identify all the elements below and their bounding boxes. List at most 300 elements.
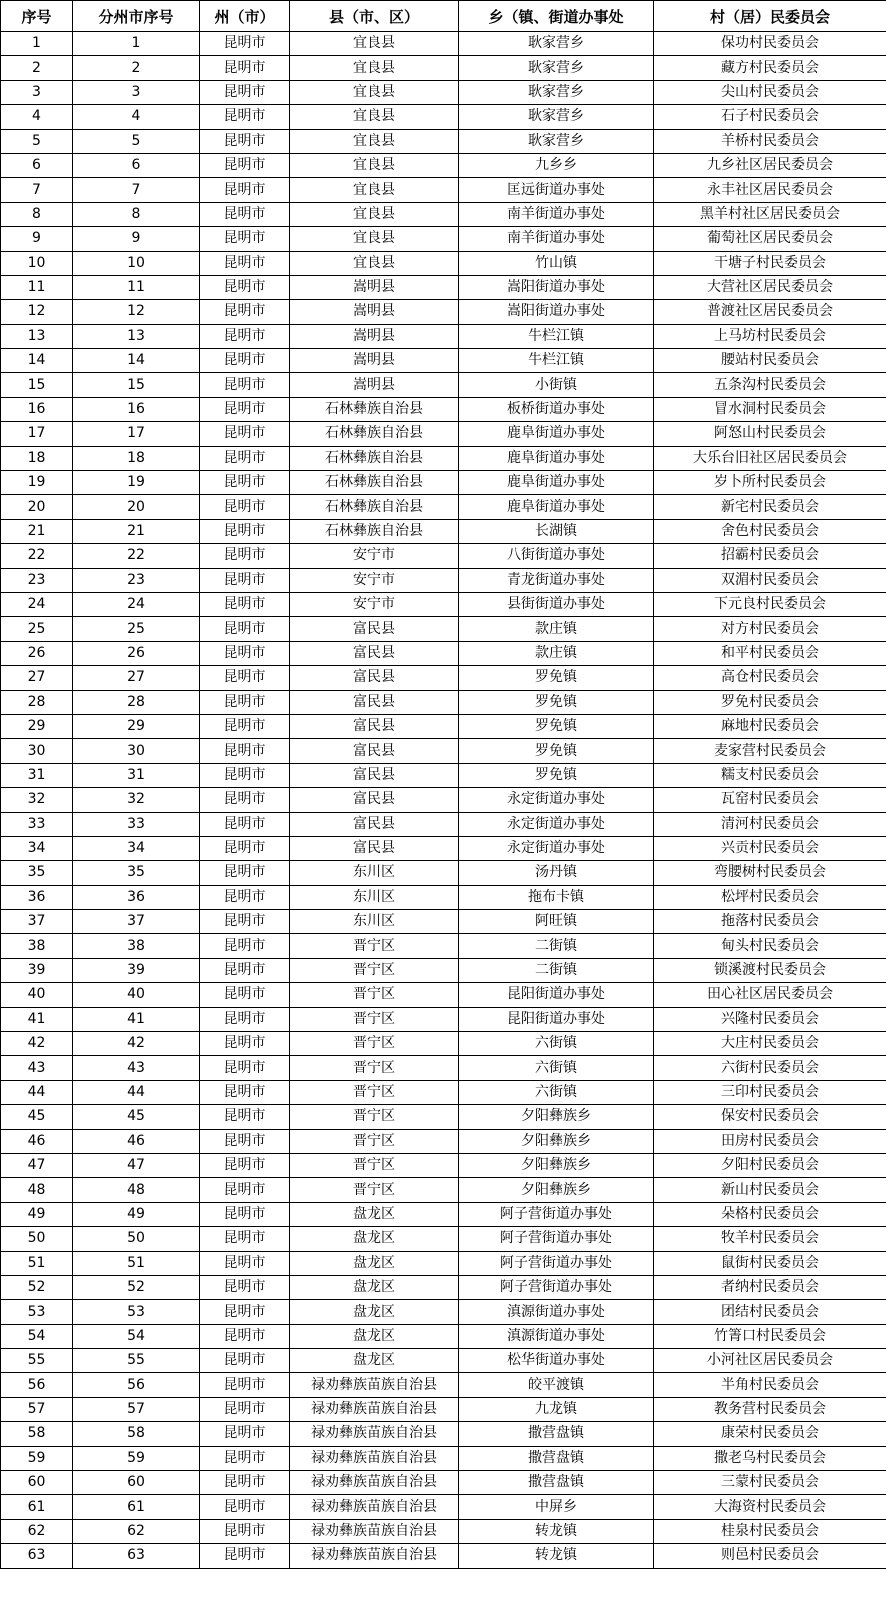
cell-index: 59 bbox=[1, 1446, 73, 1470]
cell-sub-index: 8 bbox=[73, 202, 200, 226]
cell-township: 夕阳彝族乡 bbox=[459, 1153, 654, 1177]
cell-prefecture: 昆明市 bbox=[200, 153, 290, 177]
table-row bbox=[1, 666, 886, 690]
cell-township: 撒营盘镇 bbox=[459, 1422, 654, 1446]
cell-county: 晋宁区 bbox=[290, 1105, 459, 1129]
cell-township: 鹿阜街道办事处 bbox=[459, 422, 654, 446]
cell-township: 永定街道办事处 bbox=[459, 812, 654, 836]
cell-sub-index: 53 bbox=[73, 1300, 200, 1324]
table-row bbox=[1, 1373, 886, 1397]
header-county: 县（市、区） bbox=[290, 1, 459, 32]
cell-township: 滇源街道办事处 bbox=[459, 1300, 654, 1324]
table-row bbox=[1, 934, 886, 958]
cell-county: 富民县 bbox=[290, 763, 459, 787]
cell-prefecture: 昆明市 bbox=[200, 1446, 290, 1470]
cell-index: 39 bbox=[1, 958, 73, 982]
cell-committee: 瓦窑村民委员会 bbox=[654, 788, 886, 812]
cell-sub-index: 55 bbox=[73, 1349, 200, 1373]
cell-committee: 牧羊村民委员会 bbox=[654, 1227, 886, 1251]
cell-index: 2 bbox=[1, 56, 73, 80]
cell-township: 罗免镇 bbox=[459, 763, 654, 787]
cell-county: 富民县 bbox=[290, 641, 459, 665]
cell-county: 晋宁区 bbox=[290, 1153, 459, 1177]
cell-county: 宜良县 bbox=[290, 105, 459, 129]
cell-county: 宜良县 bbox=[290, 129, 459, 153]
cell-county: 富民县 bbox=[290, 739, 459, 763]
cell-sub-index: 44 bbox=[73, 1080, 200, 1104]
cell-township: 转龙镇 bbox=[459, 1519, 654, 1543]
cell-county: 晋宁区 bbox=[290, 1080, 459, 1104]
cell-county: 宜良县 bbox=[290, 251, 459, 275]
cell-committee: 大乐台旧社区居民委员会 bbox=[654, 446, 886, 470]
cell-county: 嵩明县 bbox=[290, 373, 459, 397]
cell-sub-index: 15 bbox=[73, 373, 200, 397]
cell-sub-index: 60 bbox=[73, 1471, 200, 1495]
table-row bbox=[1, 178, 886, 202]
table-row bbox=[1, 1446, 886, 1470]
table-row bbox=[1, 1007, 886, 1031]
table-row bbox=[1, 983, 886, 1007]
cell-index: 21 bbox=[1, 519, 73, 543]
cell-township: 青龙街道办事处 bbox=[459, 568, 654, 592]
cell-township: 皎平渡镇 bbox=[459, 1373, 654, 1397]
table-row bbox=[1, 129, 886, 153]
header-sub-index: 分州市序号 bbox=[73, 1, 200, 32]
table-row bbox=[1, 56, 886, 80]
cell-sub-index: 20 bbox=[73, 495, 200, 519]
cell-township: 款庄镇 bbox=[459, 617, 654, 641]
cell-prefecture: 昆明市 bbox=[200, 1300, 290, 1324]
cell-prefecture: 昆明市 bbox=[200, 641, 290, 665]
table-row bbox=[1, 836, 886, 860]
cell-prefecture: 昆明市 bbox=[200, 373, 290, 397]
cell-county: 晋宁区 bbox=[290, 1007, 459, 1031]
table-row bbox=[1, 1349, 886, 1373]
cell-township: 南羊街道办事处 bbox=[459, 227, 654, 251]
cell-county: 宜良县 bbox=[290, 153, 459, 177]
cell-township: 耿家营乡 bbox=[459, 56, 654, 80]
cell-township: 县街街道办事处 bbox=[459, 592, 654, 616]
cell-committee: 葡萄社区居民委员会 bbox=[654, 227, 886, 251]
cell-index: 46 bbox=[1, 1129, 73, 1153]
cell-sub-index: 57 bbox=[73, 1397, 200, 1421]
cell-sub-index: 47 bbox=[73, 1153, 200, 1177]
cell-township: 耿家营乡 bbox=[459, 32, 654, 56]
cell-prefecture: 昆明市 bbox=[200, 349, 290, 373]
table-row bbox=[1, 1202, 886, 1226]
table-row bbox=[1, 910, 886, 934]
cell-county: 石林彝族自治县 bbox=[290, 422, 459, 446]
cell-index: 57 bbox=[1, 1397, 73, 1421]
cell-index: 41 bbox=[1, 1007, 73, 1031]
table-row bbox=[1, 690, 886, 714]
cell-county: 禄劝彝族苗族自治县 bbox=[290, 1397, 459, 1421]
cell-sub-index: 41 bbox=[73, 1007, 200, 1031]
cell-committee: 高仓村民委员会 bbox=[654, 666, 886, 690]
cell-committee: 双湄村民委员会 bbox=[654, 568, 886, 592]
cell-committee: 上马坊村民委员会 bbox=[654, 324, 886, 348]
cell-sub-index: 56 bbox=[73, 1373, 200, 1397]
cell-sub-index: 50 bbox=[73, 1227, 200, 1251]
cell-county: 石林彝族自治县 bbox=[290, 397, 459, 421]
cell-committee: 招霸村民委员会 bbox=[654, 544, 886, 568]
cell-sub-index: 26 bbox=[73, 641, 200, 665]
cell-county: 富民县 bbox=[290, 666, 459, 690]
cell-index: 35 bbox=[1, 861, 73, 885]
cell-index: 12 bbox=[1, 300, 73, 324]
cell-index: 10 bbox=[1, 251, 73, 275]
cell-prefecture: 昆明市 bbox=[200, 1349, 290, 1373]
cell-sub-index: 37 bbox=[73, 910, 200, 934]
cell-committee: 干塘子村民委员会 bbox=[654, 251, 886, 275]
cell-committee: 松坪村民委员会 bbox=[654, 885, 886, 909]
cell-committee: 半角村民委员会 bbox=[654, 1373, 886, 1397]
table-row bbox=[1, 1129, 886, 1153]
cell-index: 49 bbox=[1, 1202, 73, 1226]
cell-index: 11 bbox=[1, 275, 73, 299]
cell-prefecture: 昆明市 bbox=[200, 1032, 290, 1056]
cell-committee: 冒水洞村民委员会 bbox=[654, 397, 886, 421]
table-row bbox=[1, 1495, 886, 1519]
cell-prefecture: 昆明市 bbox=[200, 178, 290, 202]
cell-sub-index: 45 bbox=[73, 1105, 200, 1129]
cell-prefecture: 昆明市 bbox=[200, 397, 290, 421]
cell-sub-index: 10 bbox=[73, 251, 200, 275]
cell-county: 石林彝族自治县 bbox=[290, 471, 459, 495]
cell-committee: 兴隆村民委员会 bbox=[654, 1007, 886, 1031]
cell-sub-index: 19 bbox=[73, 471, 200, 495]
cell-sub-index: 14 bbox=[73, 349, 200, 373]
cell-sub-index: 16 bbox=[73, 397, 200, 421]
cell-township: 永定街道办事处 bbox=[459, 788, 654, 812]
cell-index: 63 bbox=[1, 1544, 73, 1568]
cell-township: 夕阳彝族乡 bbox=[459, 1178, 654, 1202]
cell-township: 九乡乡 bbox=[459, 153, 654, 177]
table-row bbox=[1, 446, 886, 470]
cell-county: 富民县 bbox=[290, 617, 459, 641]
cell-county: 禄劝彝族苗族自治县 bbox=[290, 1446, 459, 1470]
cell-committee: 舍色村民委员会 bbox=[654, 519, 886, 543]
cell-index: 60 bbox=[1, 1471, 73, 1495]
cell-sub-index: 23 bbox=[73, 568, 200, 592]
cell-index: 5 bbox=[1, 129, 73, 153]
cell-committee: 保安村民委员会 bbox=[654, 1105, 886, 1129]
cell-township: 八街街道办事处 bbox=[459, 544, 654, 568]
cell-prefecture: 昆明市 bbox=[200, 1519, 290, 1543]
cell-index: 30 bbox=[1, 739, 73, 763]
cell-prefecture: 昆明市 bbox=[200, 251, 290, 275]
cell-index: 8 bbox=[1, 202, 73, 226]
cell-committee: 团结村民委员会 bbox=[654, 1300, 886, 1324]
cell-county: 晋宁区 bbox=[290, 1129, 459, 1153]
cell-sub-index: 32 bbox=[73, 788, 200, 812]
cell-committee: 新山村民委员会 bbox=[654, 1178, 886, 1202]
cell-prefecture: 昆明市 bbox=[200, 714, 290, 738]
cell-sub-index: 61 bbox=[73, 1495, 200, 1519]
cell-prefecture: 昆明市 bbox=[200, 1105, 290, 1129]
cell-index: 14 bbox=[1, 349, 73, 373]
cell-index: 25 bbox=[1, 617, 73, 641]
cell-committee: 普渡社区居民委员会 bbox=[654, 300, 886, 324]
cell-county: 富民县 bbox=[290, 812, 459, 836]
cell-index: 15 bbox=[1, 373, 73, 397]
cell-index: 61 bbox=[1, 1495, 73, 1519]
cell-prefecture: 昆明市 bbox=[200, 861, 290, 885]
table-row bbox=[1, 495, 886, 519]
cell-index: 13 bbox=[1, 324, 73, 348]
cell-committee: 对方村民委员会 bbox=[654, 617, 886, 641]
cell-township: 阿子营街道办事处 bbox=[459, 1251, 654, 1275]
cell-sub-index: 42 bbox=[73, 1032, 200, 1056]
cell-prefecture: 昆明市 bbox=[200, 568, 290, 592]
cell-committee: 鼠街村民委员会 bbox=[654, 1251, 886, 1275]
cell-sub-index: 12 bbox=[73, 300, 200, 324]
table-row bbox=[1, 1227, 886, 1251]
cell-township: 嵩阳街道办事处 bbox=[459, 275, 654, 299]
cell-index: 27 bbox=[1, 666, 73, 690]
cell-township: 阿旺镇 bbox=[459, 910, 654, 934]
table-row bbox=[1, 324, 886, 348]
cell-county: 盘龙区 bbox=[290, 1324, 459, 1348]
cell-prefecture: 昆明市 bbox=[200, 1275, 290, 1299]
cell-county: 晋宁区 bbox=[290, 934, 459, 958]
cell-county: 盘龙区 bbox=[290, 1349, 459, 1373]
cell-township: 滇源街道办事处 bbox=[459, 1324, 654, 1348]
cell-prefecture: 昆明市 bbox=[200, 1495, 290, 1519]
cell-committee: 田心社区居民委员会 bbox=[654, 983, 886, 1007]
cell-committee: 大营社区居民委员会 bbox=[654, 275, 886, 299]
cell-sub-index: 33 bbox=[73, 812, 200, 836]
cell-township: 转龙镇 bbox=[459, 1544, 654, 1568]
cell-sub-index: 59 bbox=[73, 1446, 200, 1470]
cell-sub-index: 7 bbox=[73, 178, 200, 202]
cell-sub-index: 24 bbox=[73, 592, 200, 616]
cell-sub-index: 52 bbox=[73, 1275, 200, 1299]
cell-prefecture: 昆明市 bbox=[200, 80, 290, 104]
cell-township: 永定街道办事处 bbox=[459, 836, 654, 860]
cell-committee: 永丰社区居民委员会 bbox=[654, 178, 886, 202]
cell-sub-index: 18 bbox=[73, 446, 200, 470]
table-row bbox=[1, 568, 886, 592]
cell-township: 二街镇 bbox=[459, 934, 654, 958]
cell-township: 夕阳彝族乡 bbox=[459, 1129, 654, 1153]
cell-index: 28 bbox=[1, 690, 73, 714]
table-row bbox=[1, 788, 886, 812]
cell-index: 26 bbox=[1, 641, 73, 665]
table-row bbox=[1, 1080, 886, 1104]
cell-committee: 下元良村民委员会 bbox=[654, 592, 886, 616]
cell-prefecture: 昆明市 bbox=[200, 1007, 290, 1031]
cell-index: 24 bbox=[1, 592, 73, 616]
cell-committee: 石子村民委员会 bbox=[654, 105, 886, 129]
cell-committee: 保功村民委员会 bbox=[654, 32, 886, 56]
table-row bbox=[1, 373, 886, 397]
cell-committee: 大庄村民委员会 bbox=[654, 1032, 886, 1056]
cell-prefecture: 昆明市 bbox=[200, 129, 290, 153]
cell-index: 48 bbox=[1, 1178, 73, 1202]
cell-prefecture: 昆明市 bbox=[200, 1153, 290, 1177]
cell-county: 富民县 bbox=[290, 690, 459, 714]
cell-index: 56 bbox=[1, 1373, 73, 1397]
cell-index: 37 bbox=[1, 910, 73, 934]
cell-township: 夕阳彝族乡 bbox=[459, 1105, 654, 1129]
cell-county: 安宁市 bbox=[290, 544, 459, 568]
cell-committee: 藏方村民委员会 bbox=[654, 56, 886, 80]
cell-index: 50 bbox=[1, 1227, 73, 1251]
cell-index: 29 bbox=[1, 714, 73, 738]
cell-township: 拖布卡镇 bbox=[459, 885, 654, 909]
cell-county: 盘龙区 bbox=[290, 1275, 459, 1299]
cell-prefecture: 昆明市 bbox=[200, 666, 290, 690]
header-committee: 村（居）民委员会 bbox=[654, 1, 886, 32]
cell-county: 晋宁区 bbox=[290, 1032, 459, 1056]
table-row bbox=[1, 885, 886, 909]
cell-committee: 撒老乌村民委员会 bbox=[654, 1446, 886, 1470]
cell-county: 富民县 bbox=[290, 788, 459, 812]
cell-committee: 九乡社区居民委员会 bbox=[654, 153, 886, 177]
cell-committee: 则邑村民委员会 bbox=[654, 1544, 886, 1568]
table-row bbox=[1, 592, 886, 616]
cell-township: 南羊街道办事处 bbox=[459, 202, 654, 226]
cell-prefecture: 昆明市 bbox=[200, 1080, 290, 1104]
cell-committee: 五条沟村民委员会 bbox=[654, 373, 886, 397]
cell-prefecture: 昆明市 bbox=[200, 592, 290, 616]
table-row bbox=[1, 349, 886, 373]
cell-township: 耿家营乡 bbox=[459, 80, 654, 104]
cell-township: 小街镇 bbox=[459, 373, 654, 397]
table-row bbox=[1, 1056, 886, 1080]
cell-prefecture: 昆明市 bbox=[200, 812, 290, 836]
cell-index: 47 bbox=[1, 1153, 73, 1177]
cell-committee: 朵格村民委员会 bbox=[654, 1202, 886, 1226]
cell-sub-index: 6 bbox=[73, 153, 200, 177]
cell-prefecture: 昆明市 bbox=[200, 300, 290, 324]
cell-sub-index: 28 bbox=[73, 690, 200, 714]
cell-township: 鹿阜街道办事处 bbox=[459, 495, 654, 519]
cell-prefecture: 昆明市 bbox=[200, 934, 290, 958]
cell-township: 撒营盘镇 bbox=[459, 1471, 654, 1495]
cell-index: 7 bbox=[1, 178, 73, 202]
cell-committee: 尖山村民委员会 bbox=[654, 80, 886, 104]
cell-county: 盘龙区 bbox=[290, 1251, 459, 1275]
cell-committee: 和平村民委员会 bbox=[654, 641, 886, 665]
cell-township: 六街镇 bbox=[459, 1056, 654, 1080]
cell-committee: 三印村民委员会 bbox=[654, 1080, 886, 1104]
table-row bbox=[1, 227, 886, 251]
cell-committee: 夕阳村民委员会 bbox=[654, 1153, 886, 1177]
cell-prefecture: 昆明市 bbox=[200, 324, 290, 348]
cell-township: 罗免镇 bbox=[459, 714, 654, 738]
cell-committee: 清河村民委员会 bbox=[654, 812, 886, 836]
cell-county: 富民县 bbox=[290, 714, 459, 738]
header-prefecture: 州（市） bbox=[200, 1, 290, 32]
cell-county: 晋宁区 bbox=[290, 1178, 459, 1202]
table-row bbox=[1, 275, 886, 299]
table-row bbox=[1, 1032, 886, 1056]
cell-committee: 腰站村民委员会 bbox=[654, 349, 886, 373]
cell-county: 东川区 bbox=[290, 885, 459, 909]
cell-sub-index: 49 bbox=[73, 1202, 200, 1226]
cell-sub-index: 9 bbox=[73, 227, 200, 251]
cell-prefecture: 昆明市 bbox=[200, 1227, 290, 1251]
cell-committee: 新宅村民委员会 bbox=[654, 495, 886, 519]
cell-prefecture: 昆明市 bbox=[200, 1178, 290, 1202]
cell-sub-index: 13 bbox=[73, 324, 200, 348]
cell-prefecture: 昆明市 bbox=[200, 958, 290, 982]
table-row bbox=[1, 1300, 886, 1324]
cell-index: 42 bbox=[1, 1032, 73, 1056]
cell-county: 石林彝族自治县 bbox=[290, 495, 459, 519]
cell-township: 中屏乡 bbox=[459, 1495, 654, 1519]
table-row bbox=[1, 471, 886, 495]
cell-sub-index: 48 bbox=[73, 1178, 200, 1202]
cell-county: 宜良县 bbox=[290, 202, 459, 226]
cell-index: 3 bbox=[1, 80, 73, 104]
header-index: 序号 bbox=[1, 1, 73, 32]
table-row bbox=[1, 153, 886, 177]
cell-county: 富民县 bbox=[290, 836, 459, 860]
cell-prefecture: 昆明市 bbox=[200, 495, 290, 519]
cell-county: 宜良县 bbox=[290, 178, 459, 202]
cell-prefecture: 昆明市 bbox=[200, 32, 290, 56]
cell-prefecture: 昆明市 bbox=[200, 519, 290, 543]
table-row bbox=[1, 1397, 886, 1421]
cell-index: 40 bbox=[1, 983, 73, 1007]
cell-sub-index: 17 bbox=[73, 422, 200, 446]
cell-township: 长湖镇 bbox=[459, 519, 654, 543]
table-row bbox=[1, 763, 886, 787]
cell-index: 43 bbox=[1, 1056, 73, 1080]
cell-sub-index: 1 bbox=[73, 32, 200, 56]
cell-county: 东川区 bbox=[290, 861, 459, 885]
table-row bbox=[1, 739, 886, 763]
cell-index: 20 bbox=[1, 495, 73, 519]
cell-index: 9 bbox=[1, 227, 73, 251]
cell-county: 宜良县 bbox=[290, 80, 459, 104]
cell-township: 鹿阜街道办事处 bbox=[459, 446, 654, 470]
cell-prefecture: 昆明市 bbox=[200, 1324, 290, 1348]
cell-township: 嵩阳街道办事处 bbox=[459, 300, 654, 324]
cell-county: 盘龙区 bbox=[290, 1227, 459, 1251]
cell-committee: 三蒙村民委员会 bbox=[654, 1471, 886, 1495]
cell-township: 牛栏江镇 bbox=[459, 349, 654, 373]
cell-prefecture: 昆明市 bbox=[200, 910, 290, 934]
cell-index: 51 bbox=[1, 1251, 73, 1275]
cell-township: 撒营盘镇 bbox=[459, 1446, 654, 1470]
cell-sub-index: 2 bbox=[73, 56, 200, 80]
cell-township: 罗免镇 bbox=[459, 666, 654, 690]
cell-county: 晋宁区 bbox=[290, 983, 459, 1007]
cell-prefecture: 昆明市 bbox=[200, 1373, 290, 1397]
cell-township: 罗免镇 bbox=[459, 739, 654, 763]
cell-sub-index: 3 bbox=[73, 80, 200, 104]
table-row bbox=[1, 812, 886, 836]
cell-index: 58 bbox=[1, 1422, 73, 1446]
cell-sub-index: 36 bbox=[73, 885, 200, 909]
cell-county: 嵩明县 bbox=[290, 349, 459, 373]
table-row bbox=[1, 422, 886, 446]
cell-committee: 麦家营村民委员会 bbox=[654, 739, 886, 763]
cell-township: 罗免镇 bbox=[459, 690, 654, 714]
table-row bbox=[1, 958, 886, 982]
cell-index: 62 bbox=[1, 1519, 73, 1543]
cell-sub-index: 35 bbox=[73, 861, 200, 885]
cell-sub-index: 46 bbox=[73, 1129, 200, 1153]
cell-township: 二街镇 bbox=[459, 958, 654, 982]
cell-index: 4 bbox=[1, 105, 73, 129]
cell-committee: 罗免村民委员会 bbox=[654, 690, 886, 714]
cell-sub-index: 34 bbox=[73, 836, 200, 860]
